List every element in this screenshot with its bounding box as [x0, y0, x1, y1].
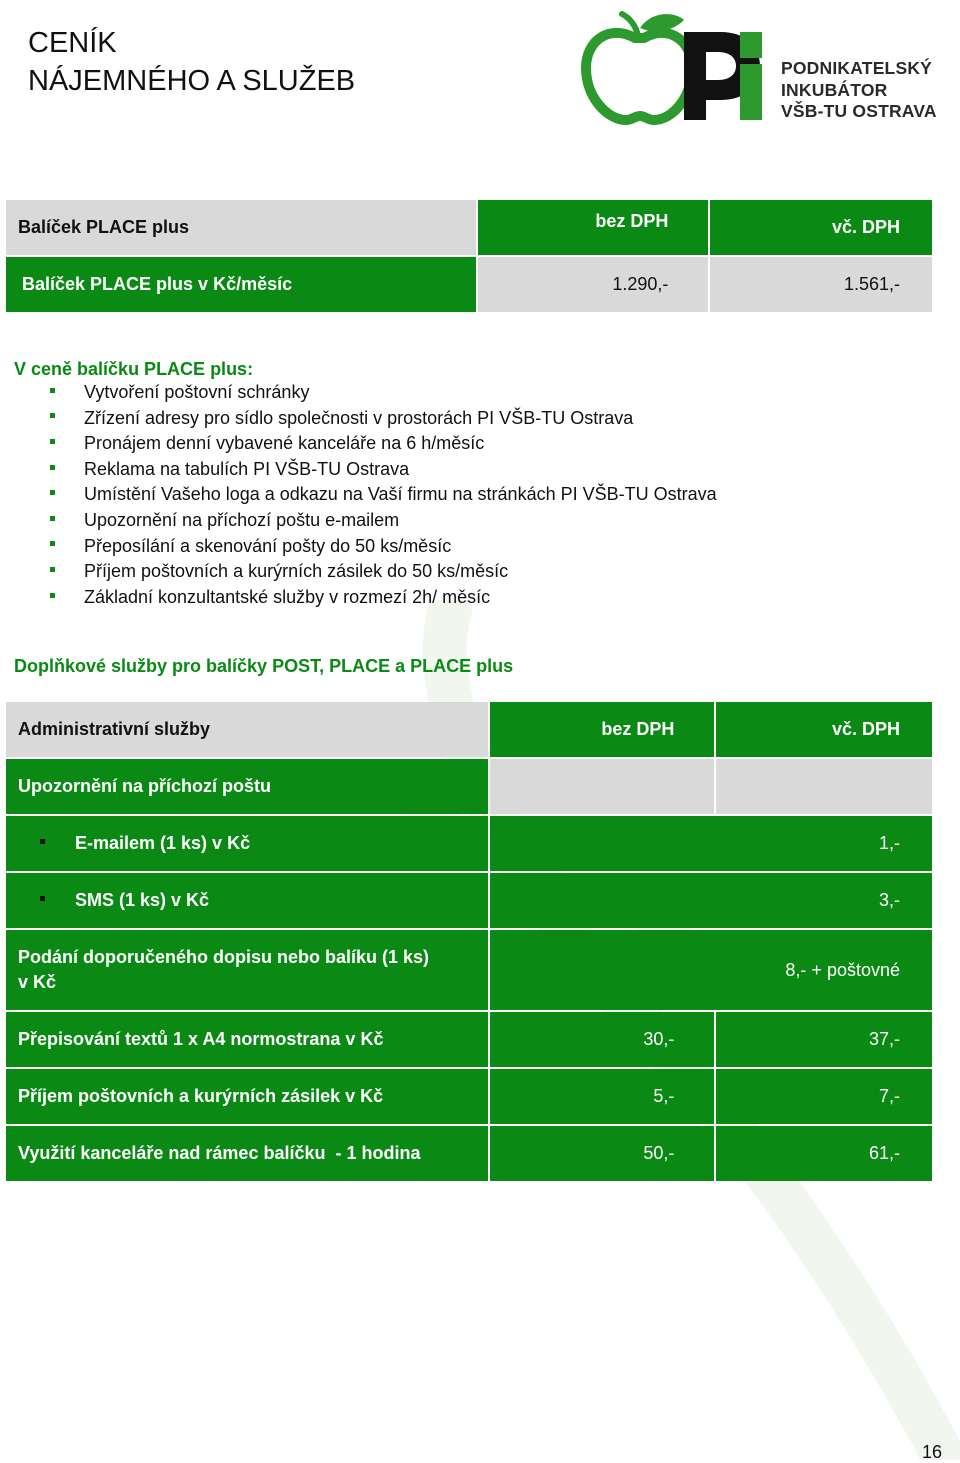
- logo-text-line-3: VŠB-TU OSTRAVA: [781, 101, 937, 121]
- page-title-line-1: CENÍK: [28, 27, 117, 59]
- row-label: Příjem poštovních a kurýrních zásilek v Kč: [6, 1069, 488, 1124]
- row-price-gross: 37,-: [716, 1012, 932, 1067]
- mail-notice-label: Upozornění na příchozí poštu: [6, 759, 488, 814]
- mail-notice-gross: [716, 759, 932, 814]
- col-gross-header-text: vč. DPH: [831, 217, 900, 237]
- list-item-text: Příjem poštovních a kurýrních zásilek do 50 ks/měsíc: [84, 561, 509, 582]
- logo-text-line-2: INKUBÁTOR: [781, 79, 888, 100]
- page-title: [28, 24, 355, 100]
- list-item-text: Základní konzultantské služby v rozmezí 2h/ měsíc: [84, 586, 491, 607]
- package-table-header-row: [6, 200, 932, 255]
- sms-label-cell: [6, 873, 488, 928]
- page-title-line-2: NÁJEMNÉHO A SLUŽEB: [28, 65, 356, 97]
- package-price-net: 1.290,-: [478, 257, 708, 312]
- row-price-gross: 61,-: [716, 1126, 932, 1181]
- package-price-gross: 1.561,-: [710, 257, 932, 312]
- row-price-net: 30,-: [490, 1012, 715, 1067]
- table-row: [6, 1012, 932, 1067]
- list-item: [14, 482, 717, 508]
- row-price-net: 5,-: [490, 1069, 715, 1124]
- list-item-text: Upozornění na příchozí poštu e-mailem: [84, 509, 400, 530]
- list-item: [14, 406, 717, 432]
- package-price-table: [4, 198, 934, 314]
- page-number: 16: [922, 1442, 943, 1462]
- list-item: [14, 457, 717, 483]
- registered-mail-price-text: 8,- + poštovné: [785, 959, 900, 980]
- list-item: [14, 559, 717, 585]
- package-price-row: [6, 257, 932, 312]
- list-item: [14, 508, 717, 534]
- col-net-header-text: bez DPH: [595, 211, 669, 231]
- bullet-icon: [50, 541, 55, 546]
- i-letter-mark: [740, 32, 762, 120]
- table-row: [6, 1069, 932, 1124]
- addon-table-header-row: [6, 702, 932, 757]
- email-label: E-mailem (1 ks) v Kč: [75, 833, 251, 853]
- addon-header-label: Administrativní služby: [6, 702, 488, 757]
- bullet-icon: [50, 516, 55, 521]
- logo-text-line-1: PODNIKATELSKÝ: [781, 58, 933, 78]
- row-price-net: 50,-: [490, 1126, 715, 1181]
- registered-mail-label: [6, 930, 488, 1010]
- registered-mail-label-line-2: v Kč: [18, 972, 57, 992]
- row-label: Přepisování textů 1 x A4 normostrana v Kč: [6, 1012, 488, 1067]
- addon-col-gross-header: vč. DPH: [716, 702, 932, 757]
- registered-mail-label-line-1: Podání doporučeného dopisu nebo balíku (1 ks): [18, 947, 430, 967]
- bullet-icon: [50, 465, 55, 470]
- included-list: [14, 380, 717, 610]
- addon-services-table: [4, 700, 934, 1183]
- list-item-text: Umístění Vašeho loga a odkazu na Vaší firmu na stránkách PI VŠB-TU Ostrava: [84, 484, 717, 505]
- bullet-icon: [40, 839, 45, 844]
- included-title: V ceně balíčku PLACE plus:: [14, 359, 254, 379]
- row-price-gross: 7,-: [716, 1069, 932, 1124]
- list-item: [14, 585, 717, 611]
- email-price: [490, 816, 932, 871]
- addon-col-net-header: bez DPH: [490, 702, 715, 757]
- bullet-icon: [50, 388, 55, 393]
- table-row: [6, 816, 932, 871]
- bullet-icon: [40, 896, 45, 901]
- list-item-text: Vytvoření poštovní schránky: [84, 382, 310, 402]
- sms-label: SMS (1 ks) v Kč: [75, 890, 210, 910]
- list-item: [14, 431, 717, 457]
- list-item: [14, 380, 717, 406]
- table-row: [6, 759, 932, 814]
- col-gross-header: [710, 200, 932, 255]
- email-price-text: 1,-: [878, 833, 900, 853]
- list-item-text: Pronájem denní vybavené kanceláře na 6 h/měsíc: [84, 433, 485, 454]
- list-item: [14, 534, 717, 560]
- col-net-header: [478, 200, 708, 255]
- sms-price-text: 3,-: [878, 890, 900, 910]
- bullet-icon: [50, 567, 55, 572]
- table-row: [6, 1126, 932, 1181]
- bullet-icon: [50, 439, 55, 444]
- registered-mail-price: [490, 930, 932, 1010]
- sms-price: [490, 873, 932, 928]
- email-label-cell: [6, 816, 488, 871]
- package-row-label: Balíček PLACE plus v Kč/měsíc: [6, 257, 476, 312]
- table-row: [6, 930, 932, 1010]
- bullet-icon: [50, 593, 55, 598]
- table-row: [6, 873, 932, 928]
- apple-icon: [586, 14, 692, 120]
- list-item-text: Přeposílání a skenování pošty do 50 ks/měsíc: [84, 535, 452, 556]
- included-services: [14, 358, 717, 610]
- bullet-icon: [50, 413, 55, 418]
- package-header-label: Balíček PLACE plus: [6, 200, 476, 255]
- row-label: Využití kanceláře nad rámec balíčku - 1 hodina: [6, 1126, 488, 1181]
- bullet-icon: [50, 490, 55, 495]
- list-item-text: Zřízení adresy pro sídlo společnosti v prostorách PI VŠB-TU Ostrava: [84, 407, 634, 428]
- logo-text: [781, 58, 937, 123]
- list-item-text: Reklama na tabulích PI VŠB-TU Ostrava: [84, 458, 410, 479]
- addon-services-title: Doplňkové služby pro balíčky POST, PLACE a PLACE plus: [14, 656, 514, 676]
- mail-notice-net: [490, 759, 715, 814]
